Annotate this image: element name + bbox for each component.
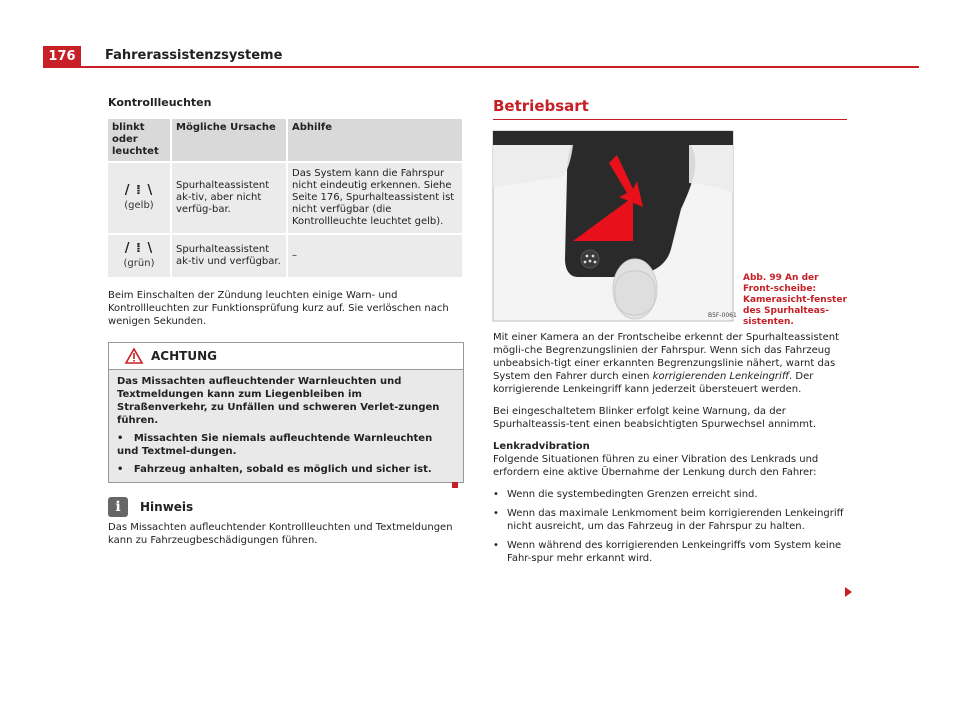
hint-title: Hinweis <box>140 500 194 514</box>
figure-caption: Abb. 99 An der Front-scheibe: Kamerasicht-fenster des Spurhalteas-sistenten. <box>743 273 847 327</box>
table-cell-remedy: – <box>287 234 463 277</box>
warning-text: Das Missachten aufleuchtender Warnleuchten und Textmeldungen kann zum Liegenbleiben im Straßenverkehr, zu Unfällen und schweren Verlet-zungen führen. <box>117 376 440 426</box>
table-cell-icon <box>108 162 171 234</box>
left-column <box>108 96 464 547</box>
section-heading: Betriebsart <box>493 97 847 120</box>
col-header-cause: Mögliche Ursache <box>171 119 287 162</box>
lane-assist-icon: / ⁞ \ <box>124 240 154 256</box>
col-header-state: blinkt oder leuchtet <box>108 119 171 162</box>
paragraph: Bei eingeschaltetem Blinker erfolgt keine Warnung, da der Spurhalteassis-tent einen beabsichtigten Spurwechsel annimmt. <box>493 406 817 430</box>
table-cell-cause: Spurhalteassistent ak-tiv und verfügbar. <box>171 234 287 277</box>
page-number: 176 <box>43 46 81 68</box>
info-icon: i <box>108 497 128 517</box>
table-cell-icon <box>108 234 171 277</box>
chapter-title: Fahrerassistenzsysteme <box>105 48 283 63</box>
hint-box <box>108 497 464 547</box>
paragraph: Folgende Situationen führen zu einer Vibration des Lenkrads und erfordern eine aktive Übernahme der Lenkung durch den Fahrer: <box>493 454 819 478</box>
col-header-remedy: Abhilfe <box>287 119 463 162</box>
table-cell-remedy: Das System kann die Fahrspur nicht eindeutig erkennen. Siehe Seite 176, Spurhalteassistent ist nicht verfügbar (die Kontrollleuchte leuchtet gelb). <box>287 162 463 234</box>
right-column <box>493 97 849 564</box>
warning-body <box>109 370 463 482</box>
windshield-camera-figure <box>493 131 737 321</box>
icon-color-label: (gelb) <box>124 199 154 211</box>
section-end-marker <box>452 482 458 488</box>
warning-triangle-icon <box>125 348 143 364</box>
hint-text: Das Missachten aufleuchtender Kontrollleuchten und Textmeldungen kann zu Fahrzeugbeschädigungen führen. <box>108 522 453 546</box>
warning-bullet: • Missachten Sie niemals aufleuchtende Warnleuchten und Textmel-dungen. <box>117 433 433 457</box>
warning-bullet: • Fahrzeug anhalten, sobald es möglich und sicher ist. <box>117 464 432 475</box>
icon-color-label: (grün) <box>123 257 155 269</box>
warning-title: ACHTUNG <box>151 349 217 363</box>
section-label: Kontrollleuchten <box>108 96 212 109</box>
indicator-table <box>108 119 464 277</box>
paragraph: Mit einer Kamera an der Frontscheibe erkennt der Spurhalteassistent mögli-che Begrenzungslinien der Fahrspur. Wenn sich das Fahrzeug unbeabsich-tigt einer erkannten Begrenzungslinie nähert, warnt das System den Fahrer durch einen korrigierenden Lenkeingriff. Der korrigierende Lenkeingriff kann jederzeit übersteuert werden. <box>493 332 839 395</box>
subheading: Lenkradvibration <box>493 441 590 452</box>
table-row <box>108 234 463 277</box>
warning-box <box>108 342 464 483</box>
table-cell-cause: Spurhalteassistent ak-tiv, aber nicht verfüg-bar. <box>171 162 287 234</box>
list-item: • Wenn während des korrigierenden Lenkeingriffs vom System keine Fahr-spur mehr erkannt wird. <box>493 540 842 564</box>
body-text <box>493 331 849 571</box>
intro-paragraph: Beim Einschalten der Zündung leuchten einige Warn- und Kontrollleuchten zur Funktionsprüfung kurz auf. Sie verlöschen nach wenigen Sekunden. <box>108 290 449 327</box>
list-item: • Wenn die systembedingten Grenzen erreicht sind. <box>493 489 758 500</box>
continue-arrow-icon <box>845 587 852 597</box>
figure-code: B5F-0061 <box>708 312 737 319</box>
page-header <box>43 46 919 68</box>
hint-header <box>108 497 464 517</box>
lane-assist-icon: / ⁞ \ <box>124 182 154 198</box>
list-item: • Wenn das maximale Lenkmoment beim korrigierenden Lenkeingriff nicht ausreicht, um das Fahrzeug in der Fahrspur zu halten. <box>493 508 844 532</box>
table-row <box>108 162 463 234</box>
table-header-row <box>108 119 463 162</box>
warning-header <box>109 343 463 370</box>
